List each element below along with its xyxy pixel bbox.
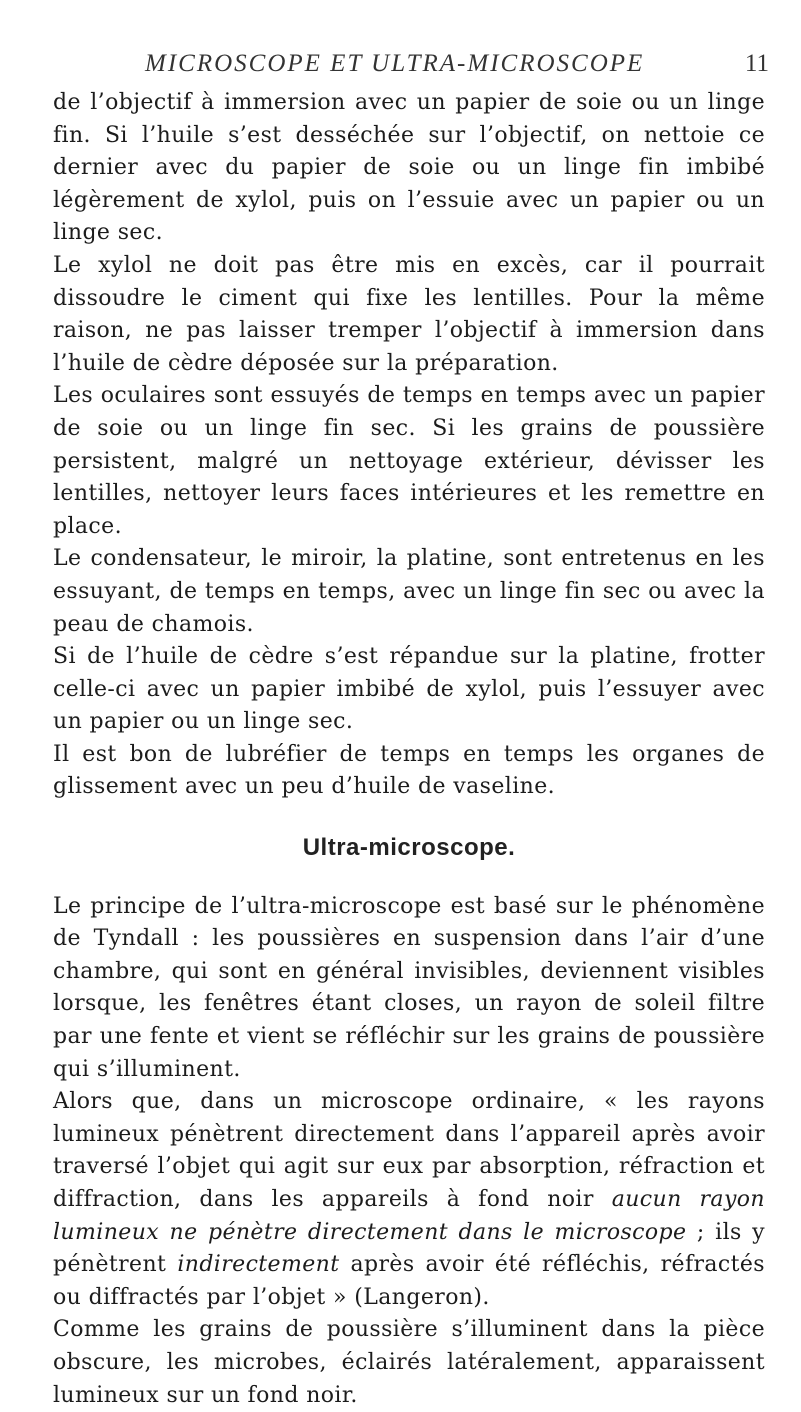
text-run: Alors que, dans un microscope ordinaire, « les rayons lumineux pénètrent directement dans l’appareil après avoir traversé l’objet qui agit sur eux par absorption, réfraction et diffraction, dans les appareils à fond noir: [53, 1089, 765, 1212]
paragraph: Les oculaires sont essuyés de temps en temps avec un papier de soie ou un linge fin sec. Si les grains de poussière persistent, malgré un nettoyage extérieur, dévisser les lentilles, nettoyer leurs faces intérieures et les remettre en place.: [53, 383, 765, 539]
page-number: 11: [744, 50, 769, 77]
paragraph: de l’objectif à immersion avec un papier de soie ou un linge fin. Si l’huile s’est desséchée sur l’objectif, on nettoie ce dernier avec du papier de soie ou un linge fin imbibé légèrement de xylol, puis on l’essuie avec un papier ou un linge sec.: [53, 90, 765, 246]
section-heading: Ultra-microscope.: [302, 834, 516, 862]
italic-run: aucun rayon lumineux ne pénètre directement dans le microscope: [53, 1187, 765, 1245]
paragraph: [53, 1086, 765, 1314]
text-run: ; ils y pénètrent: [53, 1219, 765, 1278]
text-run: après avoir été réfléchis, réfractés ou diffractés par l’objet » (Langeron).: [53, 1252, 765, 1310]
paragraph: Il est bon de lubréfier de temps en temps les organes de glissement avec un peu d’huile de vaseline.: [53, 741, 765, 800]
paragraph: Le principe de l’ultra-microscope est basé sur le phénomène de Tyndall : les poussières en suspension dans l’air d’une chambre, qui sont en général invisibles, deviennent visibles lorsque, les fenêtres étant closes, un rayon de soleil filtre par une fente et vient se réfléchir sur les grains de poussière qui s’illuminent.: [53, 893, 765, 1082]
paragraph: Le condensateur, le miroir, la platine, sont entretenus en les essuyant, de temps en temps, avec un linge fin sec ou avec la peau de chamois.: [53, 546, 765, 637]
paragraph: Le xylol ne doit pas être mis en excès, car il pourrait dissoudre le ciment qui fixe les lentilles. Pour la même raison, ne pas laisser tremper l’objectif à immersion dans l’huile de cèdre déposée sur la préparation.: [53, 252, 765, 376]
paragraph: Si de l’huile de cèdre s’est répandue sur la platine, frotter celle-ci avec un papier imbibé de xylol, puis l’essuyer avec un papier ou un linge sec.: [53, 644, 765, 735]
body-text: [53, 87, 765, 1412]
paragraph: Comme les grains de poussière s’illuminent dans la pièce obscure, les microbes, éclairés latéralement, apparaissent lumineux sur un fond noir.: [53, 1317, 765, 1408]
running-head: MICROSCOPE ET ULTRA-MICROSCOPE: [145, 50, 645, 77]
italic-run: indirectement: [177, 1252, 340, 1278]
